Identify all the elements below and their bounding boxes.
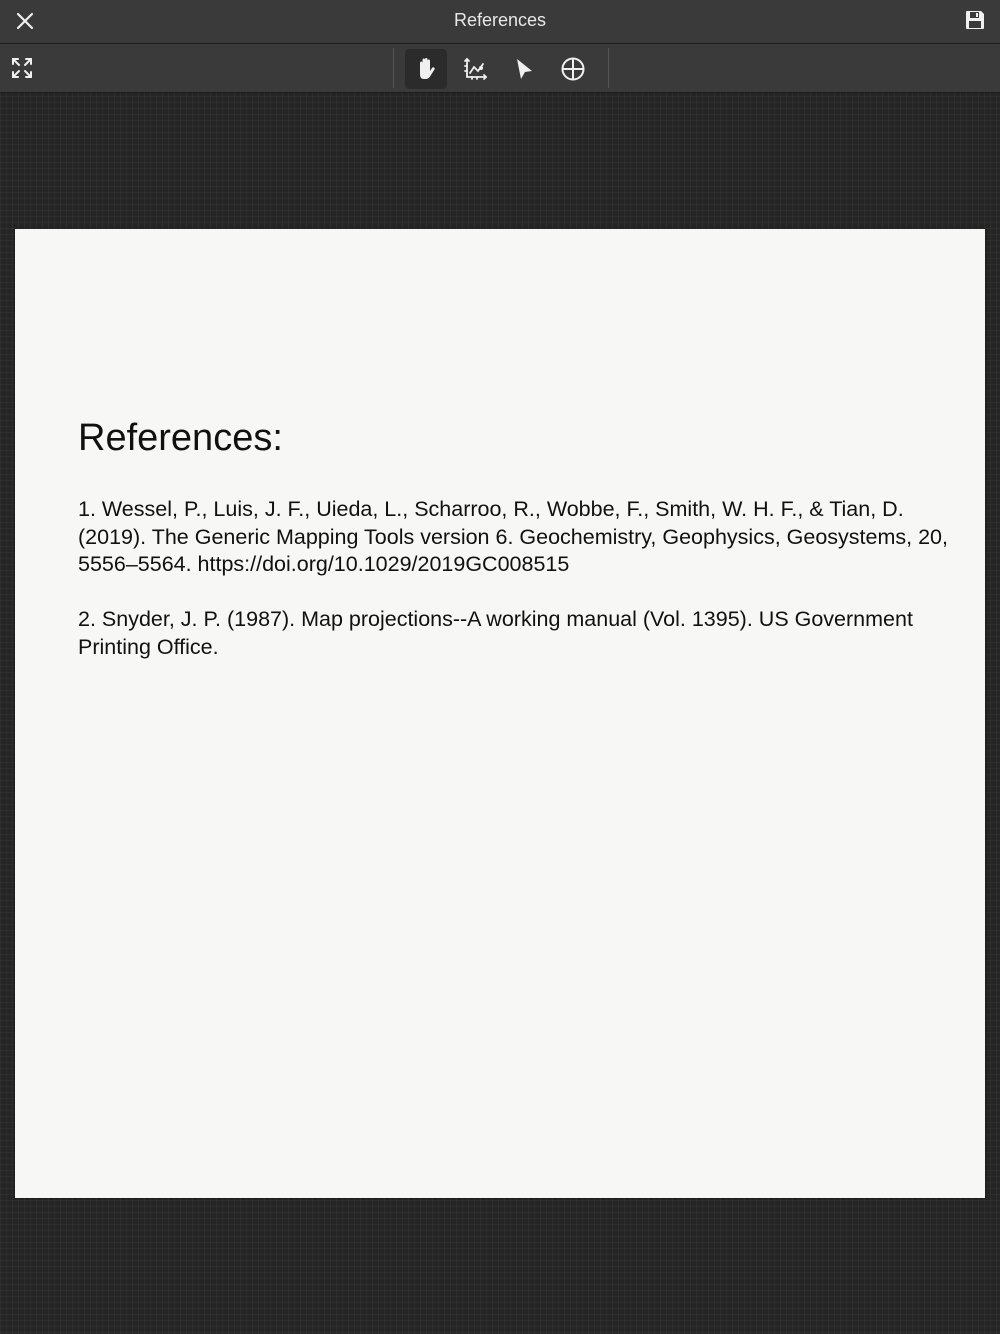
toolbar <box>0 44 1000 93</box>
pan-tool-button[interactable] <box>405 49 447 89</box>
expand-button[interactable] <box>10 56 34 80</box>
page-heading: References: <box>78 417 283 459</box>
axes-tool-icon <box>462 56 488 82</box>
hand-pan-icon <box>413 56 439 82</box>
crosshair-tool-button[interactable] <box>552 49 594 89</box>
window-title: References <box>453 10 547 30</box>
pointer-arrow-icon <box>511 56 537 82</box>
title-bar <box>0 0 1000 44</box>
expand-icon <box>10 56 34 80</box>
crosshair-icon <box>560 56 586 82</box>
axes-tool-button[interactable] <box>454 49 496 89</box>
reference-item: 1. Wessel, P., Luis, J. F., Uieda, L., Scharroo, R., Wobbe, F., Smith, W. H. F., & Tian, D. (2019). The Generic Mapping Tools version 6. Geochemistry, Geophysics, Geosystems, 20, 5556–5564. https://doi.org/10.1029/2019GC008515 <box>78 497 948 576</box>
select-tool-button[interactable] <box>503 49 545 89</box>
save-button[interactable] <box>964 9 986 31</box>
save-icon <box>964 9 986 31</box>
reference-item: 2. Snyder, J. P. (1987). Map projections--A working manual (Vol. 1395). US Government Printing Office. <box>78 607 913 659</box>
tool-group <box>393 48 609 88</box>
document-page <box>15 229 985 1198</box>
